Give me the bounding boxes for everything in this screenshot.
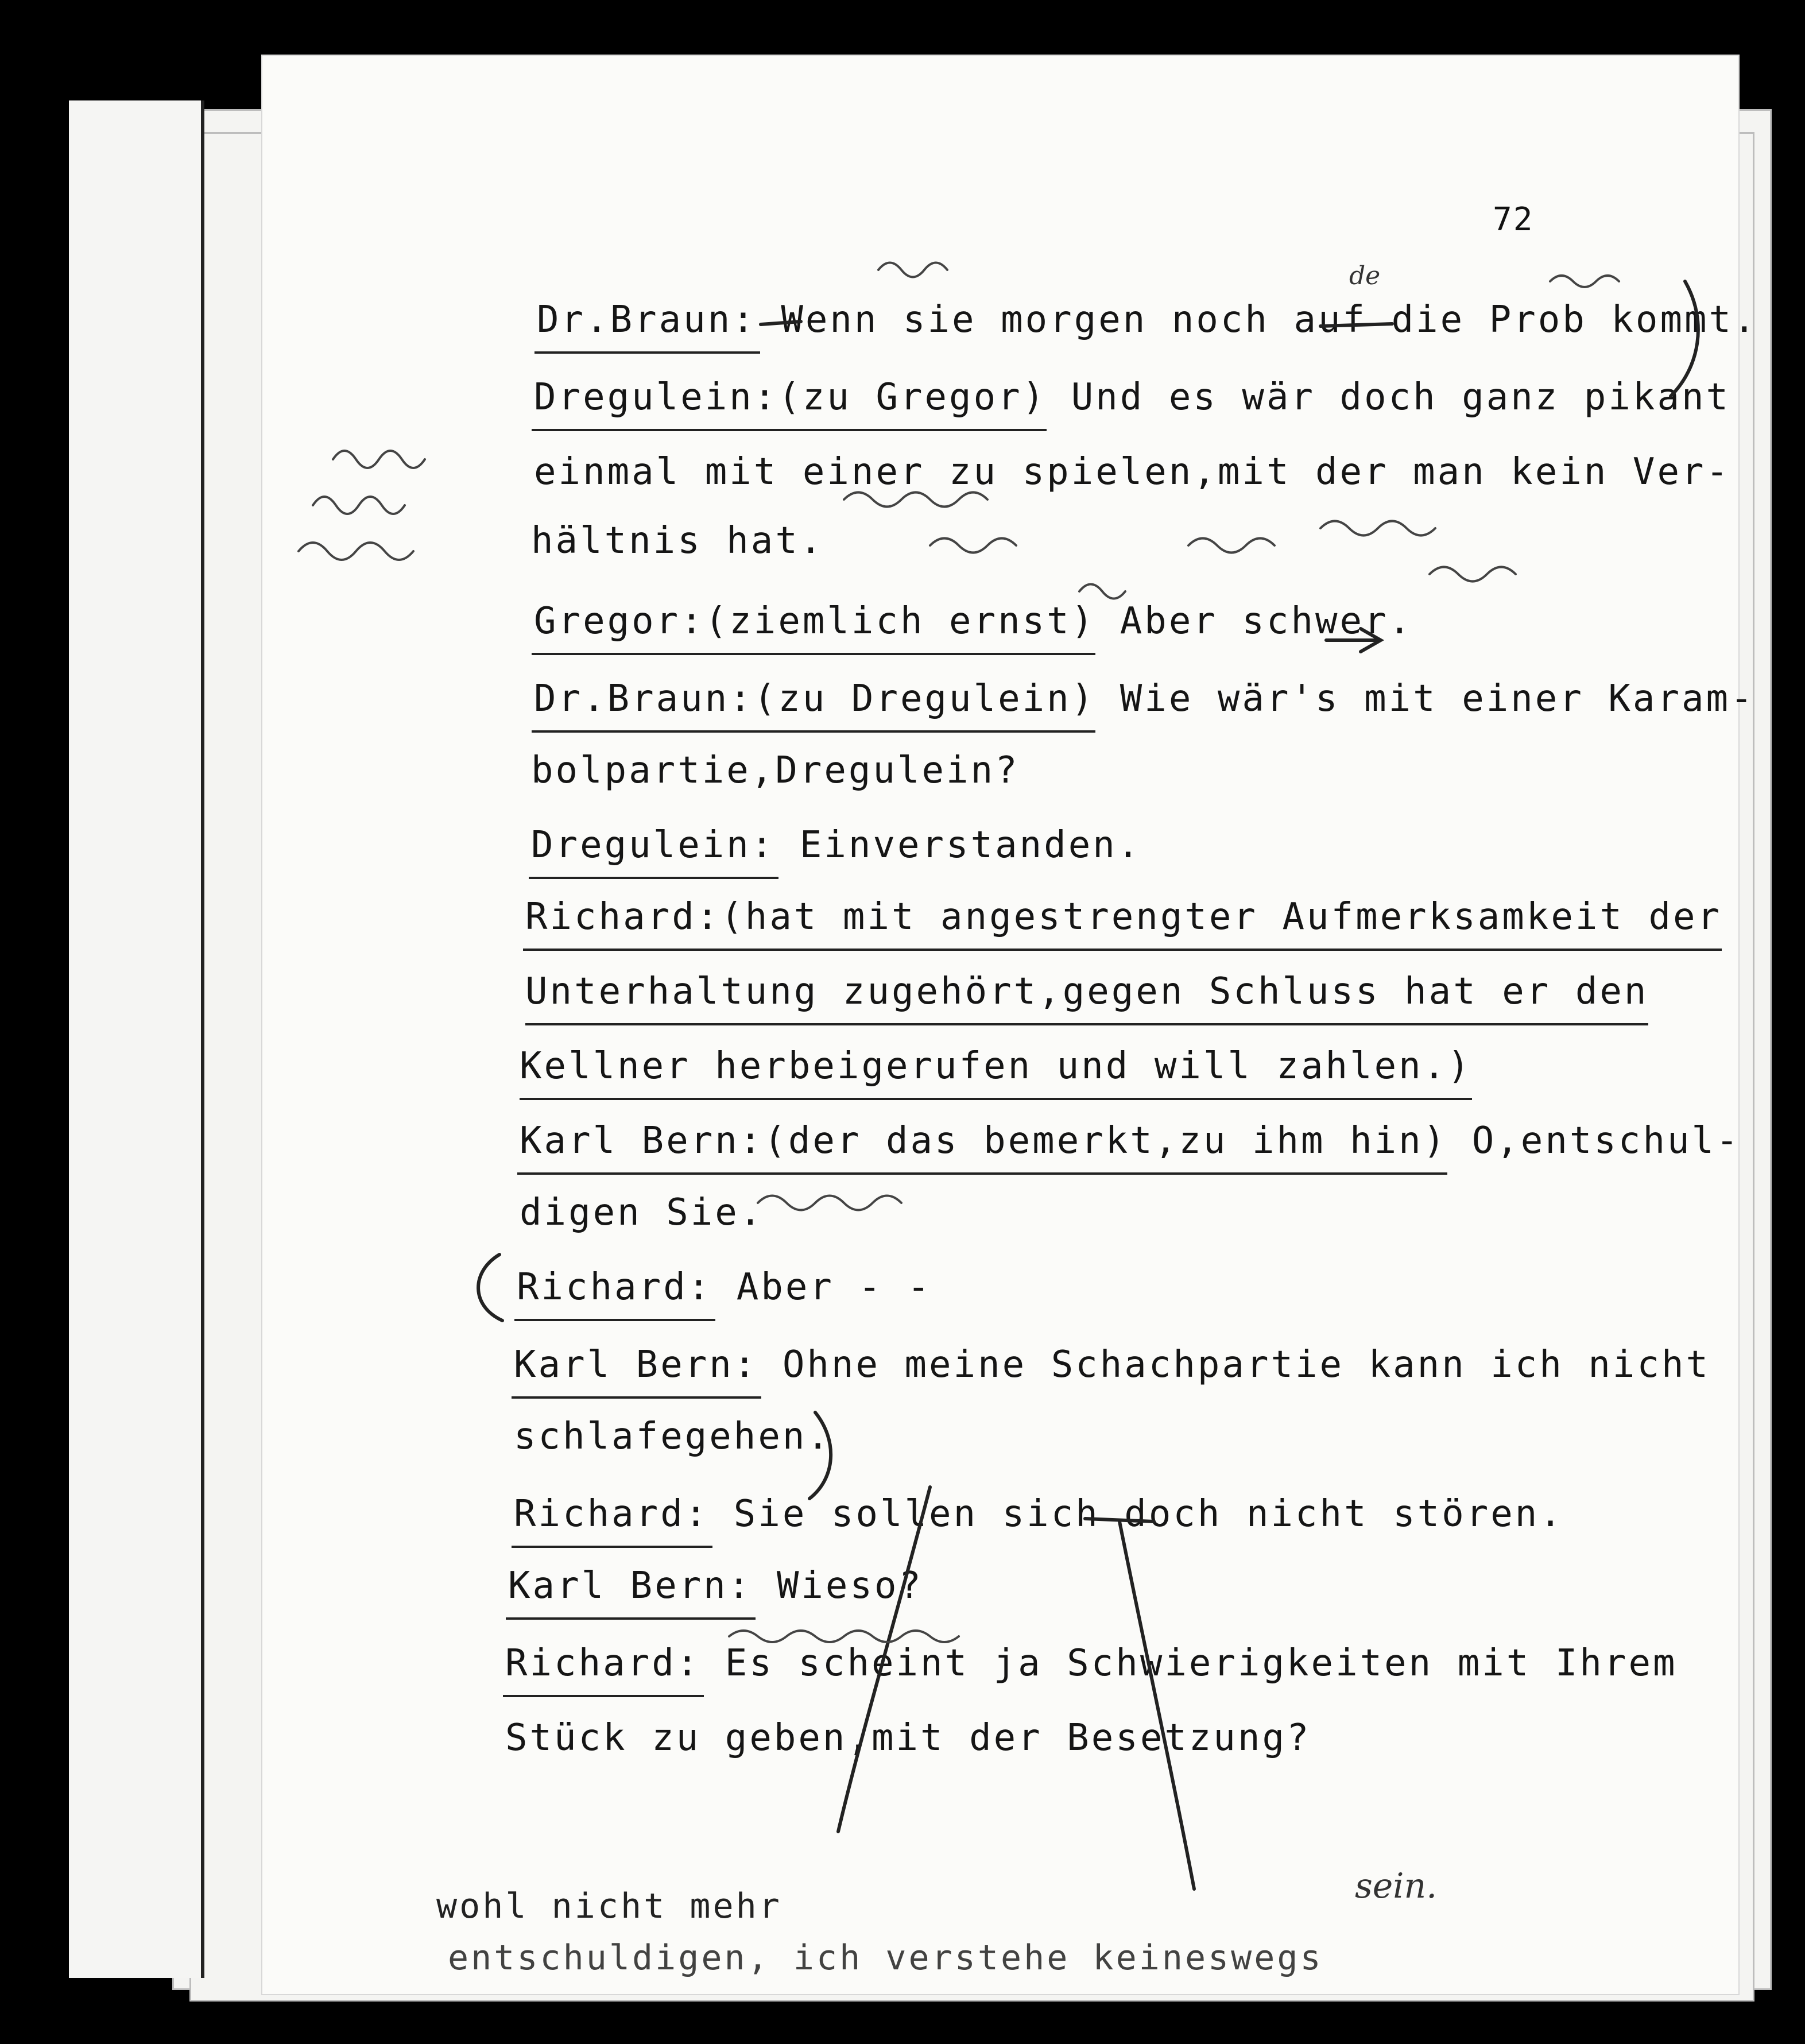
handwritten-insert: de [1349,261,1381,291]
speaker-name: Karl Bern: [514,1344,758,1386]
line-text: Sie sollen sich doch nicht stören. [733,1493,1564,1535]
line-text: O,entschul- [1471,1120,1741,1162]
speaker-name: Karl Bern: [508,1565,753,1607]
line-text: bolpartie,Dregulein? [531,749,1020,792]
line-text: Es scheint ja Schwierigkeiten mit Ihrem [725,1642,1678,1685]
underlying-page-fragment-2: entschuldigen, ich verstehe keineswegs [448,1938,1323,1978]
line-text: Aber - - [736,1266,932,1309]
line-text: schlafegehen. [514,1415,831,1458]
line-text: Wieso? [776,1565,924,1607]
page-number: 72 [1493,201,1534,238]
line-text: digen Sie. [520,1191,764,1234]
speaker-name: Dr.Braun: [534,678,754,720]
line-text: hältnis hat. [531,520,824,562]
stage-direction: (zu Dregulein) [753,678,1096,720]
stage-direction: Unterhaltung zugehört,gegen Schluss hat er den [525,970,1649,1013]
stage-direction: (hat mit angestrengter Aufmerksamkeit der [721,896,1722,938]
speaker-name: Richard: [514,1493,710,1535]
speaker-name: Dr.Braun: [537,299,757,341]
line-text: Ohne meine Schachpartie kann ich nicht [782,1344,1711,1386]
line-text: Und es wär doch ganz pikant [1071,376,1731,419]
stage-direction: (der das bemerkt,zu ihm hin) [764,1120,1448,1162]
speaker-name: Richard: [505,1642,701,1685]
stage-direction: (ziemlich ernst) [704,600,1096,642]
handwritten-margin-note: sein. [1355,1866,1438,1906]
speaker-name: Richard: [525,896,721,938]
stage-direction: Kellner herbeigerufen und will zahlen.) [520,1045,1472,1087]
line-text: Wenn sie morgen noch auf die Prob kommt. [781,299,1758,341]
line-text: Einverstanden. [799,824,1142,866]
line-text: einmal mit einer zu spielen,mit der man kein Ver- [534,451,1731,493]
line-text: Aber schwer. [1120,600,1413,642]
speaker-name: Richard: [517,1266,712,1309]
underlying-page-fragment: wohl nicht mehr [436,1886,782,1926]
line-text: Stück zu geben,mit der Besetzung? [505,1717,1311,1759]
speaker-name: Dregulein: [534,376,778,419]
stage-direction: (zu Gregor) [778,376,1047,419]
speaker-name: Gregor: [534,600,705,642]
speaker-name: Dregulein: [531,824,776,866]
line-text: Wie wär's mit einer Karam- [1120,678,1755,720]
speaker-name: Karl Bern: [520,1120,764,1162]
